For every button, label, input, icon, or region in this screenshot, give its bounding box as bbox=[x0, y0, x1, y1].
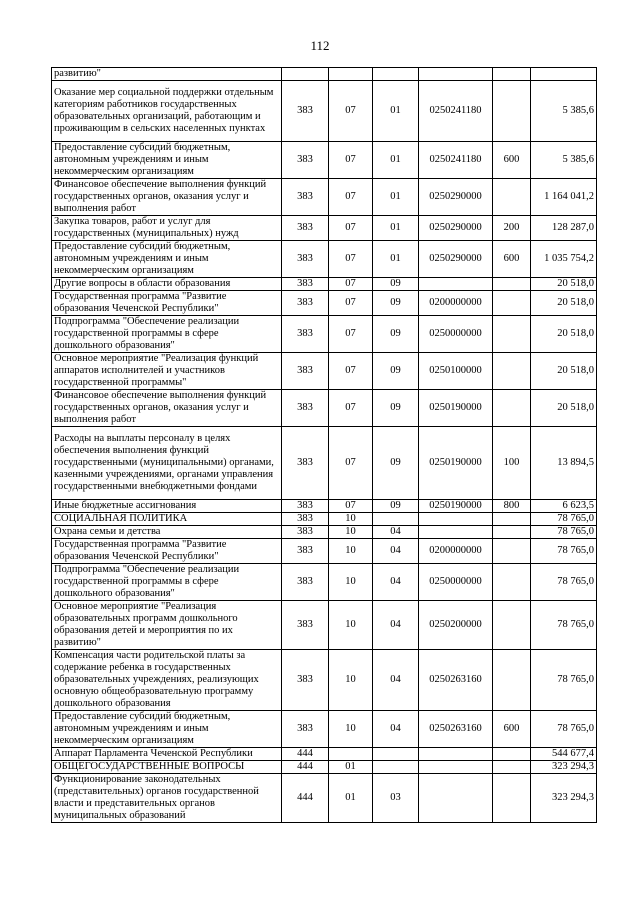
cell-description: Функционирование законодательных (представительных) органов государственной власти и представительных органов муниципальных образований bbox=[52, 774, 282, 823]
cell-section-code: 10 bbox=[329, 513, 373, 526]
cell-subsection-code: 09 bbox=[373, 427, 419, 500]
cell-section-code bbox=[329, 68, 373, 81]
cell-amount: 1 035 754,2 bbox=[531, 241, 597, 278]
cell-section-code: 07 bbox=[329, 427, 373, 500]
cell-target-article: 0250200000 bbox=[419, 601, 493, 650]
cell-description: Закупка товаров, работ и услуг для государственных (муниципальных) нужд bbox=[52, 216, 282, 241]
cell-section-code: 07 bbox=[329, 241, 373, 278]
cell-amount: 20 518,0 bbox=[531, 353, 597, 390]
cell-description: Финансовое обеспечение выполнения функций государственных органов, оказания услуг и выполнения работ bbox=[52, 390, 282, 427]
cell-target-article: 0250190000 bbox=[419, 390, 493, 427]
cell-amount: 5 385,6 bbox=[531, 142, 597, 179]
cell-expense-type: 600 bbox=[493, 711, 531, 748]
cell-department-code: 383 bbox=[282, 353, 329, 390]
cell-department-code: 383 bbox=[282, 179, 329, 216]
cell-department-code: 383 bbox=[282, 601, 329, 650]
cell-amount: 20 518,0 bbox=[531, 316, 597, 353]
cell-expense-type: 600 bbox=[493, 241, 531, 278]
cell-section-code: 07 bbox=[329, 278, 373, 291]
table-row bbox=[52, 427, 597, 500]
cell-section-code: 10 bbox=[329, 539, 373, 564]
cell-department-code: 444 bbox=[282, 761, 329, 774]
cell-target-article: 0200000000 bbox=[419, 539, 493, 564]
cell-target-article: 0250190000 bbox=[419, 500, 493, 513]
cell-section-code: 07 bbox=[329, 81, 373, 142]
cell-subsection-code: 01 bbox=[373, 179, 419, 216]
cell-expense-type bbox=[493, 81, 531, 142]
cell-expense-type: 200 bbox=[493, 216, 531, 241]
cell-description: Предоставление субсидий бюджетным, автономным учреждениям и иным некоммерческим организациям bbox=[52, 711, 282, 748]
table-row bbox=[52, 216, 597, 241]
cell-description: Финансовое обеспечение выполнения функций государственных органов, оказания услуг и выполнения работ bbox=[52, 179, 282, 216]
budget-table bbox=[51, 67, 597, 823]
cell-department-code: 383 bbox=[282, 291, 329, 316]
cell-amount: 78 765,0 bbox=[531, 539, 597, 564]
cell-department-code: 383 bbox=[282, 650, 329, 711]
cell-amount: 323 294,3 bbox=[531, 761, 597, 774]
cell-expense-type bbox=[493, 353, 531, 390]
cell-target-article: 0250290000 bbox=[419, 216, 493, 241]
cell-subsection-code: 09 bbox=[373, 291, 419, 316]
cell-target-article bbox=[419, 513, 493, 526]
cell-department-code: 383 bbox=[282, 316, 329, 353]
cell-expense-type: 600 bbox=[493, 142, 531, 179]
cell-target-article bbox=[419, 748, 493, 761]
cell-amount: 6 623,5 bbox=[531, 500, 597, 513]
cell-description: СОЦИАЛЬНАЯ ПОЛИТИКА bbox=[52, 513, 282, 526]
cell-subsection-code: 01 bbox=[373, 216, 419, 241]
table-row bbox=[52, 68, 597, 81]
cell-expense-type bbox=[493, 278, 531, 291]
cell-subsection-code bbox=[373, 761, 419, 774]
cell-description: Другие вопросы в области образования bbox=[52, 278, 282, 291]
cell-department-code: 383 bbox=[282, 81, 329, 142]
cell-description: ОБЩЕГОСУДАРСТВЕННЫЕ ВОПРОСЫ bbox=[52, 761, 282, 774]
table-row bbox=[52, 526, 597, 539]
cell-section-code: 10 bbox=[329, 711, 373, 748]
cell-section-code: 10 bbox=[329, 526, 373, 539]
cell-target-article: 0250000000 bbox=[419, 316, 493, 353]
table-row bbox=[52, 291, 597, 316]
cell-expense-type bbox=[493, 539, 531, 564]
cell-amount: 78 765,0 bbox=[531, 601, 597, 650]
cell-description: Подпрограмма "Обеспечение реализации государственной программы в сфере дошкольного образования" bbox=[52, 316, 282, 353]
cell-subsection-code: 09 bbox=[373, 390, 419, 427]
cell-expense-type bbox=[493, 601, 531, 650]
table-row bbox=[52, 241, 597, 278]
cell-expense-type bbox=[493, 650, 531, 711]
cell-amount: 20 518,0 bbox=[531, 291, 597, 316]
cell-description: Оказание мер социальной поддержки отдельным категориям работников государственных образовательных организаций, работающим и проживающим в сельских населенных пунктах bbox=[52, 81, 282, 142]
cell-expense-type bbox=[493, 291, 531, 316]
cell-target-article: 0250190000 bbox=[419, 427, 493, 500]
cell-target-article bbox=[419, 278, 493, 291]
cell-expense-type bbox=[493, 526, 531, 539]
cell-amount: 20 518,0 bbox=[531, 278, 597, 291]
cell-description: Аппарат Парламента Чеченской Республики bbox=[52, 748, 282, 761]
cell-target-article: 0250100000 bbox=[419, 353, 493, 390]
cell-target-article bbox=[419, 774, 493, 823]
page-number: 112 bbox=[310, 38, 330, 53]
cell-section-code: 10 bbox=[329, 564, 373, 601]
cell-description: Охрана семьи и детства bbox=[52, 526, 282, 539]
cell-amount: 78 765,0 bbox=[531, 650, 597, 711]
cell-target-article bbox=[419, 526, 493, 539]
table-row bbox=[52, 564, 597, 601]
cell-subsection-code: 04 bbox=[373, 539, 419, 564]
cell-section-code bbox=[329, 748, 373, 761]
table-row bbox=[52, 601, 597, 650]
table-row bbox=[52, 316, 597, 353]
cell-amount: 78 765,0 bbox=[531, 564, 597, 601]
table-row bbox=[52, 500, 597, 513]
cell-subsection-code bbox=[373, 68, 419, 81]
cell-amount: 13 894,5 bbox=[531, 427, 597, 500]
cell-description: Основное мероприятие "Реализация функций аппаратов исполнителей и участников государственной программы" bbox=[52, 353, 282, 390]
cell-subsection-code: 04 bbox=[373, 650, 419, 711]
cell-amount bbox=[531, 68, 597, 81]
table-body bbox=[52, 68, 597, 823]
cell-amount: 323 294,3 bbox=[531, 774, 597, 823]
cell-department-code: 383 bbox=[282, 390, 329, 427]
cell-department-code: 383 bbox=[282, 500, 329, 513]
cell-department-code: 383 bbox=[282, 427, 329, 500]
cell-department-code: 383 bbox=[282, 539, 329, 564]
cell-amount: 128 287,0 bbox=[531, 216, 597, 241]
cell-target-article: 0250241180 bbox=[419, 81, 493, 142]
cell-description: Подпрограмма "Обеспечение реализации государственной программы в сфере дошкольного образования" bbox=[52, 564, 282, 601]
cell-expense-type: 800 bbox=[493, 500, 531, 513]
cell-subsection-code: 01 bbox=[373, 241, 419, 278]
cell-department-code: 383 bbox=[282, 711, 329, 748]
cell-subsection-code: 09 bbox=[373, 278, 419, 291]
table-row bbox=[52, 774, 597, 823]
cell-expense-type bbox=[493, 390, 531, 427]
cell-subsection-code: 04 bbox=[373, 601, 419, 650]
table-row bbox=[52, 761, 597, 774]
cell-target-article: 0200000000 bbox=[419, 291, 493, 316]
cell-subsection-code: 01 bbox=[373, 142, 419, 179]
cell-expense-type bbox=[493, 513, 531, 526]
cell-section-code: 01 bbox=[329, 774, 373, 823]
cell-section-code: 01 bbox=[329, 761, 373, 774]
cell-department-code bbox=[282, 68, 329, 81]
cell-subsection-code bbox=[373, 513, 419, 526]
cell-amount: 78 765,0 bbox=[531, 711, 597, 748]
cell-subsection-code: 04 bbox=[373, 526, 419, 539]
cell-department-code: 383 bbox=[282, 216, 329, 241]
cell-expense-type bbox=[493, 316, 531, 353]
cell-subsection-code: 09 bbox=[373, 316, 419, 353]
cell-section-code: 07 bbox=[329, 500, 373, 513]
cell-amount: 78 765,0 bbox=[531, 513, 597, 526]
cell-subsection-code: 09 bbox=[373, 500, 419, 513]
cell-department-code: 383 bbox=[282, 564, 329, 601]
cell-department-code: 383 bbox=[282, 241, 329, 278]
cell-subsection-code: 04 bbox=[373, 564, 419, 601]
cell-expense-type bbox=[493, 761, 531, 774]
cell-subsection-code: 09 bbox=[373, 353, 419, 390]
cell-target-article: 0250263160 bbox=[419, 650, 493, 711]
table-row bbox=[52, 179, 597, 216]
table-row bbox=[52, 711, 597, 748]
cell-section-code: 07 bbox=[329, 353, 373, 390]
cell-section-code: 07 bbox=[329, 179, 373, 216]
cell-expense-type bbox=[493, 68, 531, 81]
cell-section-code: 10 bbox=[329, 601, 373, 650]
cell-description: Расходы на выплаты персоналу в целях обеспечения выполнения функций государственными (муниципальными) органами, казенными учреждениями, органами управления государственными внебюджетными фондами bbox=[52, 427, 282, 500]
cell-target-article bbox=[419, 761, 493, 774]
cell-expense-type bbox=[493, 179, 531, 216]
cell-amount: 5 385,6 bbox=[531, 81, 597, 142]
table-row bbox=[52, 390, 597, 427]
cell-department-code: 383 bbox=[282, 278, 329, 291]
cell-target-article: 0250290000 bbox=[419, 179, 493, 216]
cell-target-article: 0250000000 bbox=[419, 564, 493, 601]
table-row bbox=[52, 650, 597, 711]
cell-target-article: 0250290000 bbox=[419, 241, 493, 278]
cell-expense-type: 100 bbox=[493, 427, 531, 500]
cell-section-code: 07 bbox=[329, 142, 373, 179]
cell-description: Государственная программа "Развитие образования Чеченской Республики" bbox=[52, 291, 282, 316]
cell-description: Иные бюджетные ассигнования bbox=[52, 500, 282, 513]
cell-department-code: 444 bbox=[282, 774, 329, 823]
cell-section-code: 10 bbox=[329, 650, 373, 711]
cell-section-code: 07 bbox=[329, 390, 373, 427]
cell-subsection-code: 03 bbox=[373, 774, 419, 823]
cell-department-code: 444 bbox=[282, 748, 329, 761]
table-row bbox=[52, 539, 597, 564]
cell-description: Основное мероприятие "Реализация образовательных программ дошкольного образования детей и мероприятия по их развитию" bbox=[52, 601, 282, 650]
cell-department-code: 383 bbox=[282, 142, 329, 179]
cell-expense-type bbox=[493, 774, 531, 823]
cell-amount: 1 164 041,2 bbox=[531, 179, 597, 216]
cell-amount: 20 518,0 bbox=[531, 390, 597, 427]
table-row bbox=[52, 142, 597, 179]
table-row bbox=[52, 353, 597, 390]
cell-subsection-code bbox=[373, 748, 419, 761]
table-row bbox=[52, 278, 597, 291]
cell-subsection-code: 01 bbox=[373, 81, 419, 142]
cell-description: развитию" bbox=[52, 68, 282, 81]
cell-target-article bbox=[419, 68, 493, 81]
cell-subsection-code: 04 bbox=[373, 711, 419, 748]
cell-department-code: 383 bbox=[282, 513, 329, 526]
table-row bbox=[52, 513, 597, 526]
cell-amount: 78 765,0 bbox=[531, 526, 597, 539]
cell-target-article: 0250241180 bbox=[419, 142, 493, 179]
cell-description: Компенсация части родительской платы за содержание ребенка в государственных образовательных учреждениях, реализующих основную общеобразовательную программу дошкольного образования bbox=[52, 650, 282, 711]
table-row bbox=[52, 81, 597, 142]
cell-section-code: 07 bbox=[329, 316, 373, 353]
cell-department-code: 383 bbox=[282, 526, 329, 539]
cell-section-code: 07 bbox=[329, 291, 373, 316]
cell-target-article: 0250263160 bbox=[419, 711, 493, 748]
cell-description: Предоставление субсидий бюджетным, автономным учреждениям и иным некоммерческим организациям bbox=[52, 241, 282, 278]
cell-expense-type bbox=[493, 564, 531, 601]
cell-expense-type bbox=[493, 748, 531, 761]
cell-description: Государственная программа "Развитие образования Чеченской Республики" bbox=[52, 539, 282, 564]
cell-section-code: 07 bbox=[329, 216, 373, 241]
cell-amount: 544 677,4 bbox=[531, 748, 597, 761]
table-row bbox=[52, 748, 597, 761]
cell-description: Предоставление субсидий бюджетным, автономным учреждениям и иным некоммерческим организациям bbox=[52, 142, 282, 179]
